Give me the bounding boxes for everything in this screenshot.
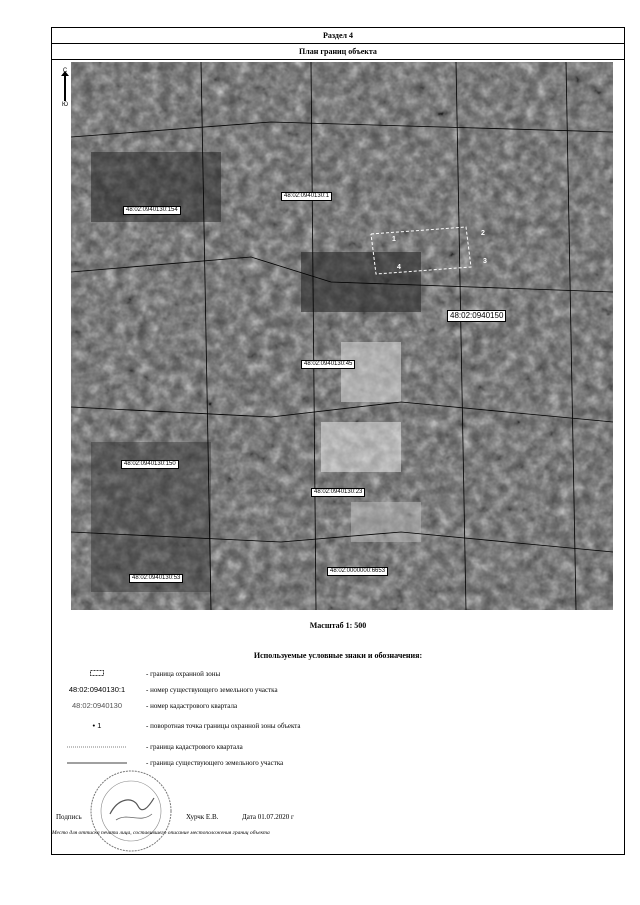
signature-label: Подпись bbox=[56, 813, 82, 821]
scale-text: Масштаб 1: 500 bbox=[309, 621, 367, 630]
seal-stamp-icon bbox=[88, 768, 174, 854]
legend-symbol: 48:02:0940130 bbox=[71, 701, 123, 710]
legend-title: Используемые условные знаки и обозначения: bbox=[253, 651, 423, 660]
point-label: 4 bbox=[397, 264, 401, 271]
section-title: Раздел 4 bbox=[52, 28, 624, 44]
document-frame bbox=[51, 27, 625, 855]
zone-boundary-symbol-icon bbox=[52, 668, 142, 680]
legend-text: - граница кадастрового квартала bbox=[146, 743, 243, 751]
compass-arrow-icon bbox=[64, 75, 66, 101]
parcel-label: 48:02:0940130:45 bbox=[301, 360, 355, 369]
legend-symbol: 48:02:0940130:1 bbox=[68, 685, 126, 694]
parcel-label: 48:02:0940130:150 bbox=[121, 460, 179, 469]
parcel-label: 48:02:0000000:6653 bbox=[327, 567, 388, 576]
legend-text: - номер существующего земельного участка bbox=[146, 686, 278, 694]
parcel-label: 48:02:0940130:154 bbox=[123, 206, 181, 215]
parcel-label: 48:02:0940130:23 bbox=[311, 488, 365, 497]
legend-text: - номер кадастрового квартала bbox=[146, 702, 238, 710]
point-label: 3 bbox=[483, 258, 487, 265]
quarter-label: 48:02:0940150 bbox=[447, 310, 506, 322]
plan-title: План границ объекта bbox=[52, 44, 624, 60]
legend-symbol: • 1 bbox=[92, 721, 102, 730]
legend-text: - граница существующего земельного участка bbox=[146, 759, 284, 767]
signature-date: Дата 01.07.2020 г bbox=[242, 813, 294, 821]
point-label: 1 bbox=[392, 236, 396, 243]
parcel-label: 48:02:0940130:1 bbox=[281, 192, 332, 201]
point-label: 2 bbox=[481, 230, 485, 237]
legend-text: - поворотная точка границы охранной зоны объекта bbox=[146, 722, 301, 730]
stamp-note: Место для оттиска печати лица, составившего описание местоположения границ объекта bbox=[52, 830, 270, 836]
legend-text: - граница охранной зоны bbox=[146, 670, 221, 678]
parcel-label: 48:02:0940130:53 bbox=[129, 574, 183, 583]
aerial-map bbox=[71, 62, 613, 610]
compass-south: Ю bbox=[61, 102, 69, 108]
aerial-photo bbox=[71, 62, 613, 610]
quarter-boundary-line-icon bbox=[52, 741, 142, 753]
compass bbox=[58, 68, 72, 144]
signer-name: Хурчк Е.В. bbox=[186, 813, 219, 821]
